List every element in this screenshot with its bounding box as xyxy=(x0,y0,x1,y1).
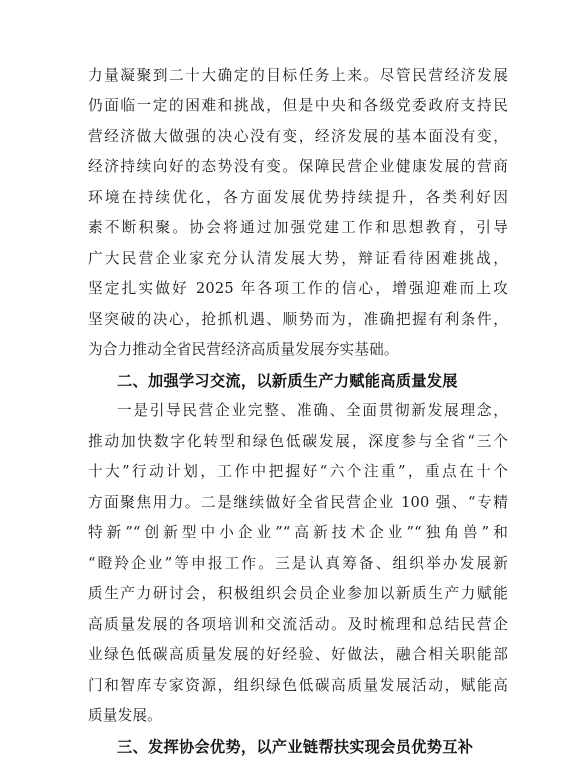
paragraph-2-line: 方面聚焦用力。二是继续做好全省民营企业 100 强、“专精 xyxy=(88,494,508,511)
paragraph-2-line: 十大”行动计划，工作中把握好“六个注重”，重点在十个 xyxy=(88,463,508,480)
paragraph-2-line: 高质量发展的各项培训和交流活动。及时梳理和总结民营企 xyxy=(88,616,508,633)
paragraph-1-line: 素不断积聚。协会将通过加强党建工作和思想教育，引导 xyxy=(88,219,508,236)
section-heading-3: 三、发挥协会优势，以产业链帮扶实现会员优势互补 xyxy=(117,738,474,756)
section-heading-2: 二、加强学习交流，以新质生产力赋能高质量发展 xyxy=(117,372,458,390)
paragraph-2-line: “瞪羚企业”等申报工作。三是认真筹备、组织举办发展新 xyxy=(88,555,508,572)
paragraph-2-line: 质生产力研讨会，积极组织会员企业参加以新质生产力赋能 xyxy=(88,585,508,602)
paragraph-1-line: 力量凝聚到二十大确定的目标任务上来。尽管民营经济发展 xyxy=(88,67,508,84)
paragraph-2-line: 门和智库专家资源，组织绿色低碳高质量发展活动，赋能高 xyxy=(88,677,508,694)
paragraph-2-line: 推动加快数字化转型和绿色低碳发展，深度参与全省“三个 xyxy=(88,433,508,450)
paragraph-1-line: 广大民营企业家充分认清发展大势，辩证看待困难挑战， xyxy=(88,250,508,267)
paragraph-2-line: 业绿色低碳高质量发展的好经验、好做法，融合相关职能部 xyxy=(88,646,508,663)
paragraph-1-line: 坚突破的决心，抢抓机遇、顺势而为，准确把握有利条件， xyxy=(88,311,508,328)
paragraph-1-line: 坚定扎实做好 2025 年各项工作的信心，增强迎难而上攻 xyxy=(88,280,508,297)
paragraph-2-line: 一是引导民营企业完整、准确、全面贯彻新发展理念， xyxy=(117,402,508,419)
paragraph-1-line: 环境在持续优化，各方面发展优势持续提升，各类利好因 xyxy=(88,189,508,206)
paragraph-2-line: 特新”“创新型中小企业”“高新技术企业”“独角兽”和 xyxy=(88,524,508,541)
paragraph-2-line: 质量发展。 xyxy=(88,707,162,724)
paragraph-1-line: 经济持续向好的态势没有变。保障民营企业健康发展的营商 xyxy=(88,158,508,175)
paragraph-1-line: 为合力推动全省民营经济高质量发展夯实基础。 xyxy=(88,341,399,358)
paragraph-1-line: 仍面临一定的困难和挑战，但是中央和各级党委政府支持民 xyxy=(88,97,508,114)
paragraph-1-line: 营经济做大做强的决心没有变，经济发展的基本面没有变， xyxy=(88,128,508,145)
